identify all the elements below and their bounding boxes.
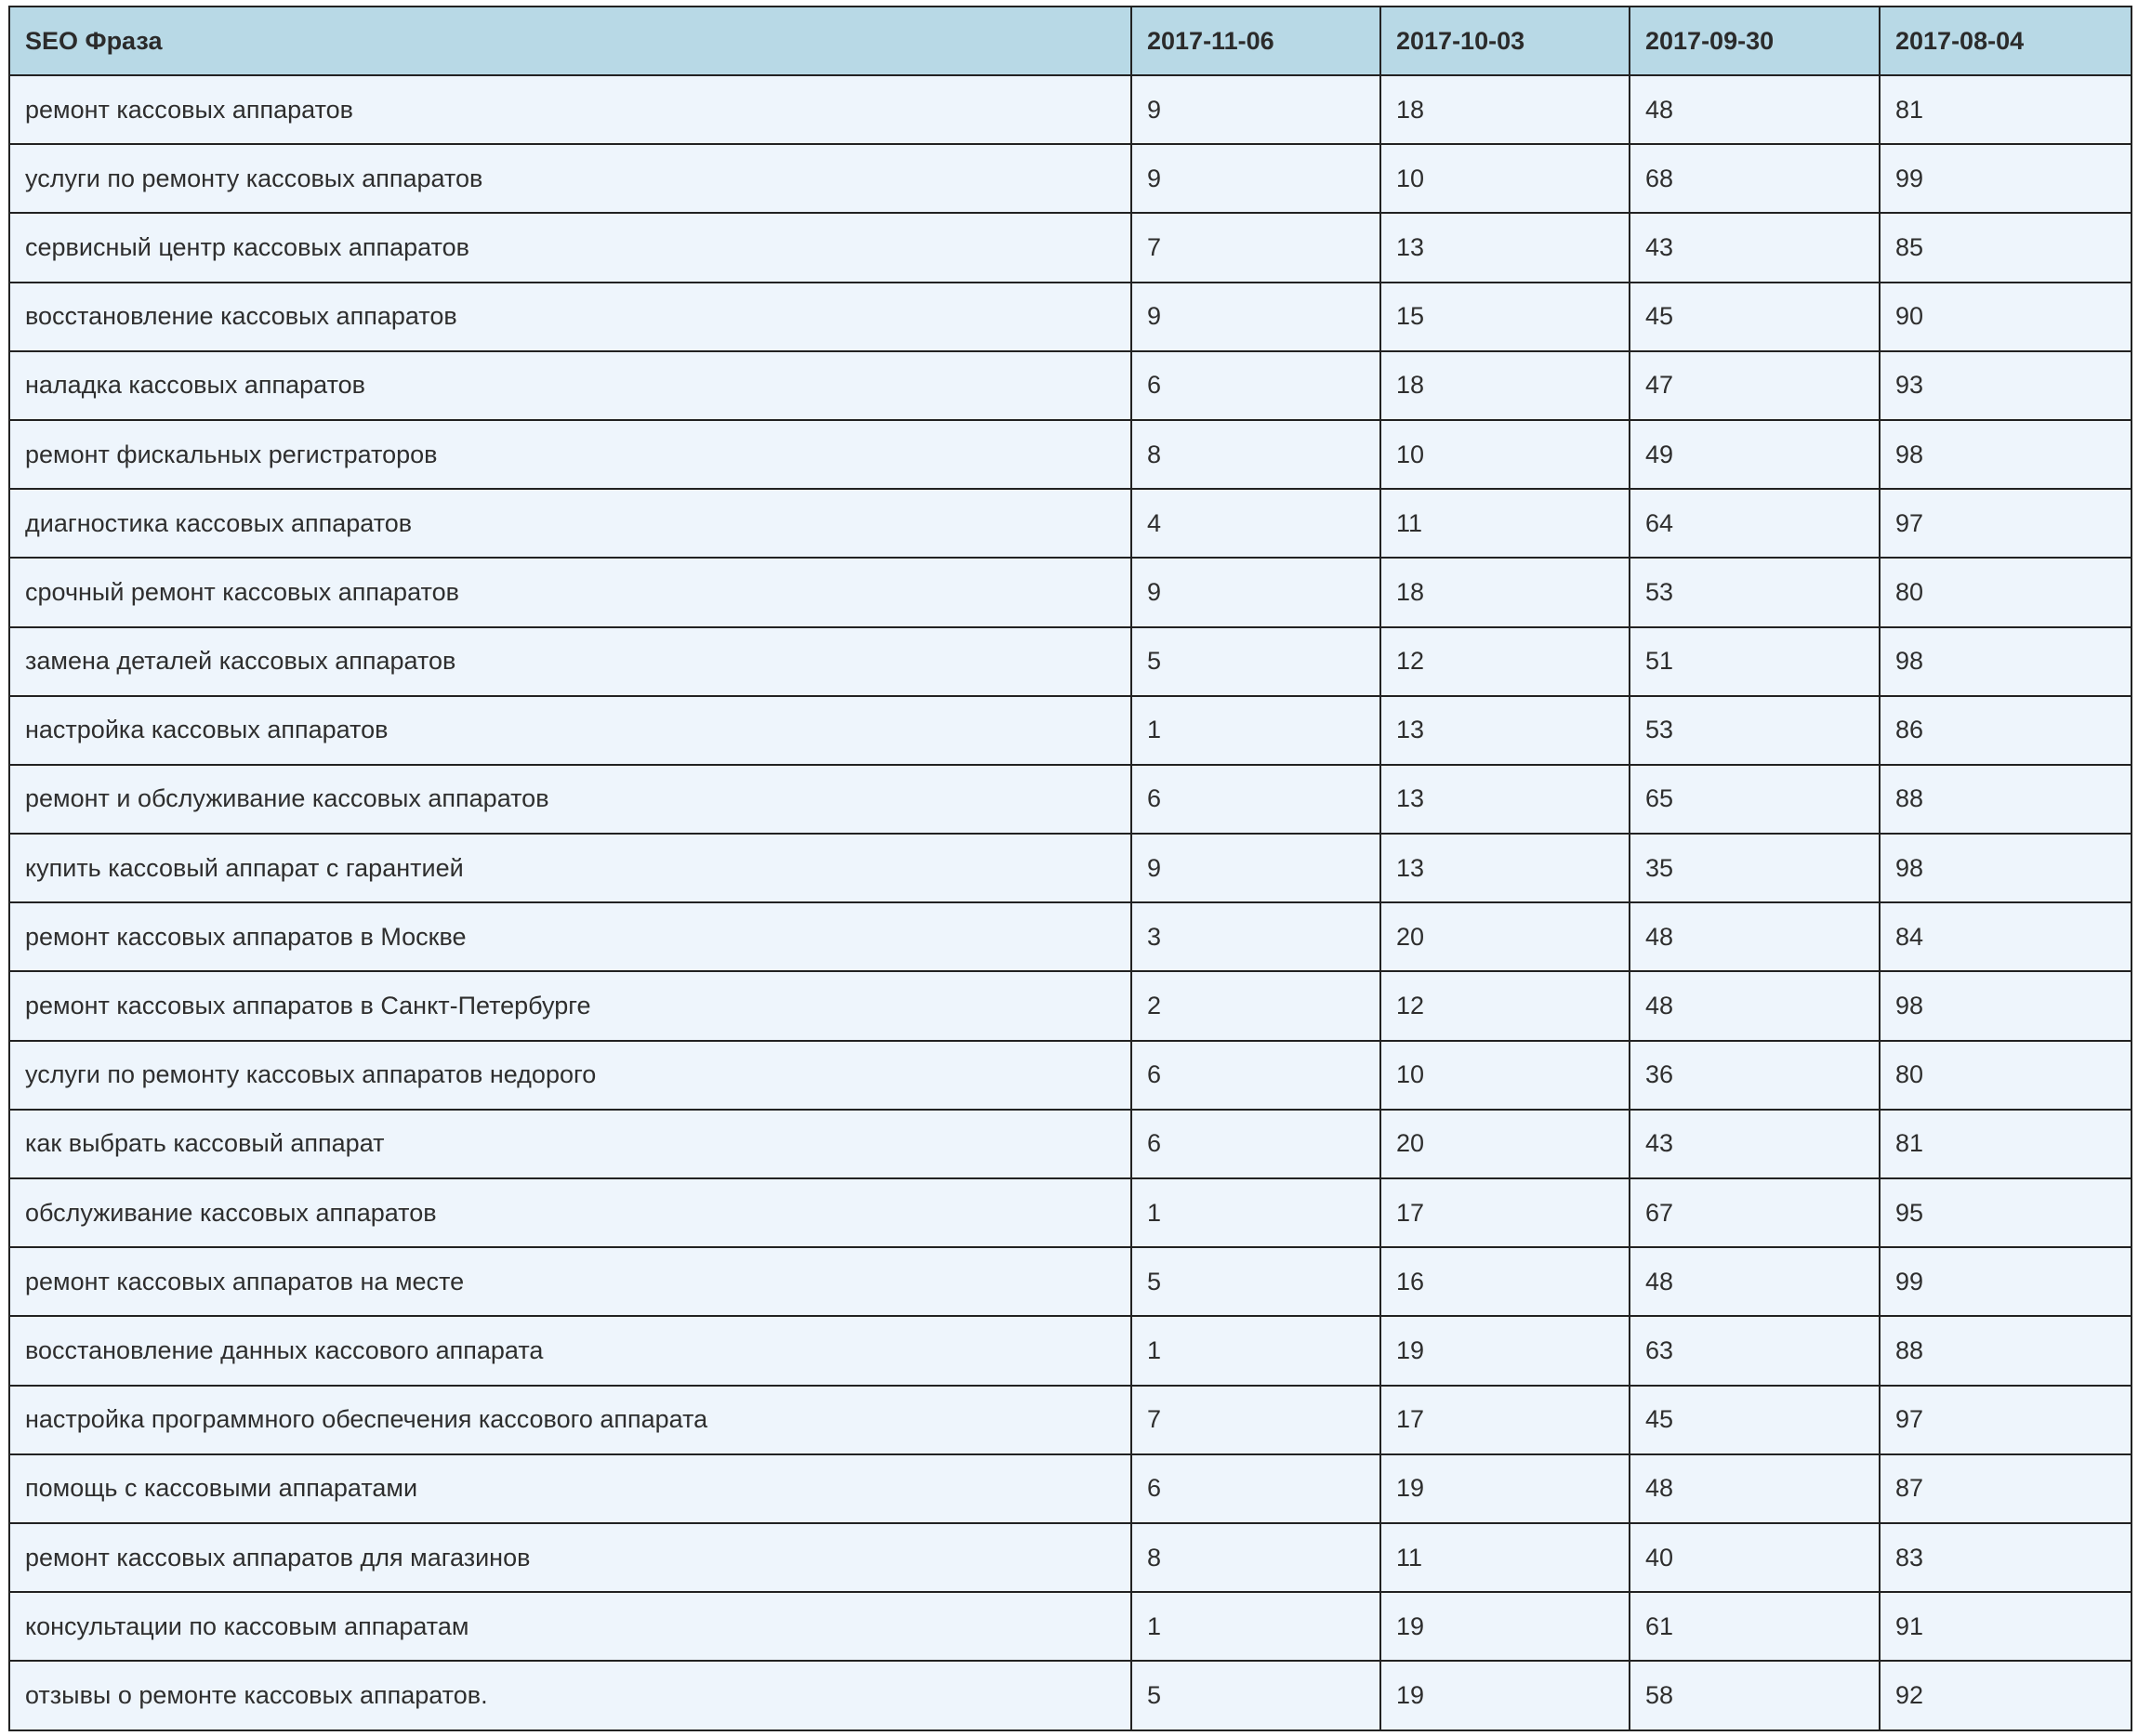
table-row	[9, 627, 2131, 696]
cell-position-value: 13	[1380, 213, 1630, 282]
cell-position-value: 88	[1880, 1316, 2131, 1385]
cell-seo-phrase: ремонт фискальных регистраторов	[9, 420, 1131, 489]
table-row	[9, 1386, 2131, 1454]
cell-position-value: 81	[1880, 75, 2131, 144]
cell-position-value: 83	[1880, 1523, 2131, 1592]
cell-position-value: 98	[1880, 627, 2131, 696]
cell-position-value: 84	[1880, 902, 2131, 971]
table-row	[9, 1454, 2131, 1523]
cell-position-value: 19	[1380, 1316, 1630, 1385]
header-date-2017-11-06: 2017-11-06	[1131, 7, 1380, 75]
cell-position-value: 45	[1630, 1386, 1880, 1454]
cell-seo-phrase: срочный ремонт кассовых аппаратов	[9, 558, 1131, 626]
cell-position-value: 10	[1380, 144, 1630, 213]
cell-position-value: 67	[1630, 1178, 1880, 1247]
table-row	[9, 1316, 2131, 1385]
cell-position-value: 43	[1630, 1110, 1880, 1178]
cell-position-value: 8	[1131, 420, 1380, 489]
table-row	[9, 1110, 2131, 1178]
cell-position-value: 48	[1630, 1247, 1880, 1316]
cell-seo-phrase: как выбрать кассовый аппарат	[9, 1110, 1131, 1178]
cell-position-value: 12	[1380, 971, 1630, 1040]
cell-position-value: 6	[1131, 1041, 1380, 1110]
cell-seo-phrase: ремонт кассовых аппаратов	[9, 75, 1131, 144]
cell-position-value: 18	[1380, 351, 1630, 420]
cell-position-value: 88	[1880, 765, 2131, 834]
header-date-2017-08-04: 2017-08-04	[1880, 7, 2131, 75]
cell-position-value: 5	[1131, 1247, 1380, 1316]
table-row	[9, 144, 2131, 213]
cell-seo-phrase: настройка кассовых аппаратов	[9, 696, 1131, 765]
cell-seo-phrase: ремонт кассовых аппаратов на месте	[9, 1247, 1131, 1316]
cell-position-value: 92	[1880, 1661, 2131, 1729]
cell-position-value: 2	[1131, 971, 1380, 1040]
cell-position-value: 7	[1131, 213, 1380, 282]
cell-seo-phrase: услуги по ремонту кассовых аппаратов недорого	[9, 1041, 1131, 1110]
cell-position-value: 80	[1880, 1041, 2131, 1110]
cell-position-value: 9	[1131, 283, 1380, 351]
cell-seo-phrase: восстановление кассовых аппаратов	[9, 283, 1131, 351]
cell-position-value: 1	[1131, 1316, 1380, 1385]
cell-position-value: 4	[1131, 489, 1380, 558]
cell-position-value: 36	[1630, 1041, 1880, 1110]
cell-position-value: 87	[1880, 1454, 2131, 1523]
cell-position-value: 17	[1380, 1178, 1630, 1247]
cell-position-value: 99	[1880, 144, 2131, 213]
cell-position-value: 80	[1880, 558, 2131, 626]
cell-seo-phrase: наладка кассовых аппаратов	[9, 351, 1131, 420]
cell-position-value: 91	[1880, 1592, 2131, 1661]
cell-seo-phrase: помощь с кассовыми аппаратами	[9, 1454, 1131, 1523]
table-body	[9, 75, 2131, 1730]
cell-position-value: 1	[1131, 696, 1380, 765]
cell-position-value: 85	[1880, 213, 2131, 282]
cell-position-value: 6	[1131, 1454, 1380, 1523]
cell-position-value: 19	[1380, 1592, 1630, 1661]
table-row	[9, 1247, 2131, 1316]
cell-position-value: 5	[1131, 627, 1380, 696]
cell-seo-phrase: консультации по кассовым аппаратам	[9, 1592, 1131, 1661]
cell-position-value: 3	[1131, 902, 1380, 971]
cell-position-value: 6	[1131, 351, 1380, 420]
cell-seo-phrase: ремонт кассовых аппаратов в Санкт-Петербурге	[9, 971, 1131, 1040]
table-row	[9, 1523, 2131, 1592]
table-row	[9, 489, 2131, 558]
table-row	[9, 971, 2131, 1040]
cell-position-value: 48	[1630, 75, 1880, 144]
cell-seo-phrase: сервисный центр кассовых аппаратов	[9, 213, 1131, 282]
table-row	[9, 902, 2131, 971]
cell-position-value: 90	[1880, 283, 2131, 351]
cell-position-value: 5	[1131, 1661, 1380, 1729]
table-row	[9, 75, 2131, 144]
cell-position-value: 13	[1380, 834, 1630, 902]
table-row	[9, 213, 2131, 282]
table-row	[9, 834, 2131, 902]
cell-position-value: 9	[1131, 834, 1380, 902]
cell-position-value: 99	[1880, 1247, 2131, 1316]
cell-position-value: 13	[1380, 696, 1630, 765]
cell-position-value: 18	[1380, 558, 1630, 626]
cell-position-value: 81	[1880, 1110, 2131, 1178]
table-row	[9, 558, 2131, 626]
cell-seo-phrase: ремонт и обслуживание кассовых аппаратов	[9, 765, 1131, 834]
cell-position-value: 20	[1380, 902, 1630, 971]
cell-seo-phrase: настройка программного обеспечения кассового аппарата	[9, 1386, 1131, 1454]
table-header	[9, 7, 2131, 75]
cell-seo-phrase: купить кассовый аппарат с гарантией	[9, 834, 1131, 902]
cell-position-value: 11	[1380, 489, 1630, 558]
cell-position-value: 16	[1380, 1247, 1630, 1316]
cell-seo-phrase: ремонт кассовых аппаратов для магазинов	[9, 1523, 1131, 1592]
cell-position-value: 97	[1880, 489, 2131, 558]
cell-position-value: 8	[1131, 1523, 1380, 1592]
cell-position-value: 35	[1630, 834, 1880, 902]
table-row	[9, 696, 2131, 765]
cell-position-value: 61	[1630, 1592, 1880, 1661]
cell-position-value: 1	[1131, 1178, 1380, 1247]
cell-position-value: 98	[1880, 420, 2131, 489]
cell-position-value: 10	[1380, 420, 1630, 489]
cell-position-value: 12	[1380, 627, 1630, 696]
cell-seo-phrase: диагностика кассовых аппаратов	[9, 489, 1131, 558]
cell-position-value: 19	[1380, 1454, 1630, 1523]
cell-position-value: 20	[1380, 1110, 1630, 1178]
cell-seo-phrase: ремонт кассовых аппаратов в Москве	[9, 902, 1131, 971]
cell-position-value: 7	[1131, 1386, 1380, 1454]
cell-position-value: 65	[1630, 765, 1880, 834]
cell-position-value: 95	[1880, 1178, 2131, 1247]
cell-position-value: 58	[1630, 1661, 1880, 1729]
cell-position-value: 6	[1131, 1110, 1380, 1178]
header-date-2017-10-03: 2017-10-03	[1380, 7, 1630, 75]
cell-seo-phrase: восстановление данных кассового аппарата	[9, 1316, 1131, 1385]
table-row	[9, 1661, 2131, 1729]
cell-position-value: 53	[1630, 696, 1880, 765]
cell-position-value: 19	[1380, 1661, 1630, 1729]
header-row	[9, 7, 2131, 75]
table-row	[9, 283, 2131, 351]
cell-seo-phrase: замена деталей кассовых аппаратов	[9, 627, 1131, 696]
cell-position-value: 97	[1880, 1386, 2131, 1454]
cell-position-value: 9	[1131, 558, 1380, 626]
table-row	[9, 765, 2131, 834]
cell-position-value: 11	[1380, 1523, 1630, 1592]
cell-position-value: 13	[1380, 765, 1630, 834]
cell-position-value: 48	[1630, 971, 1880, 1040]
cell-position-value: 6	[1131, 765, 1380, 834]
header-date-2017-09-30: 2017-09-30	[1630, 7, 1880, 75]
cell-position-value: 17	[1380, 1386, 1630, 1454]
header-seo-phrase: SEO Фраза	[9, 7, 1131, 75]
cell-position-value: 51	[1630, 627, 1880, 696]
cell-position-value: 93	[1880, 351, 2131, 420]
cell-seo-phrase: отзывы о ремонте кассовых аппаратов.	[9, 1661, 1131, 1729]
cell-position-value: 49	[1630, 420, 1880, 489]
cell-position-value: 9	[1131, 75, 1380, 144]
table-row	[9, 420, 2131, 489]
cell-position-value: 40	[1630, 1523, 1880, 1592]
table-row	[9, 1041, 2131, 1110]
cell-position-value: 43	[1630, 213, 1880, 282]
cell-position-value: 9	[1131, 144, 1380, 213]
cell-position-value: 63	[1630, 1316, 1880, 1385]
table-row	[9, 1592, 2131, 1661]
cell-position-value: 15	[1380, 283, 1630, 351]
cell-position-value: 86	[1880, 696, 2131, 765]
cell-seo-phrase: услуги по ремонту кассовых аппаратов	[9, 144, 1131, 213]
cell-position-value: 18	[1380, 75, 1630, 144]
cell-position-value: 53	[1630, 558, 1880, 626]
cell-position-value: 68	[1630, 144, 1880, 213]
table-row	[9, 351, 2131, 420]
cell-position-value: 98	[1880, 834, 2131, 902]
cell-position-value: 48	[1630, 902, 1880, 971]
seo-rankings-table	[8, 6, 2132, 1731]
cell-position-value: 47	[1630, 351, 1880, 420]
cell-position-value: 64	[1630, 489, 1880, 558]
cell-position-value: 1	[1131, 1592, 1380, 1661]
cell-position-value: 48	[1630, 1454, 1880, 1523]
table-row	[9, 1178, 2131, 1247]
cell-position-value: 45	[1630, 283, 1880, 351]
cell-position-value: 10	[1380, 1041, 1630, 1110]
cell-seo-phrase: обслуживание кассовых аппаратов	[9, 1178, 1131, 1247]
cell-position-value: 98	[1880, 971, 2131, 1040]
